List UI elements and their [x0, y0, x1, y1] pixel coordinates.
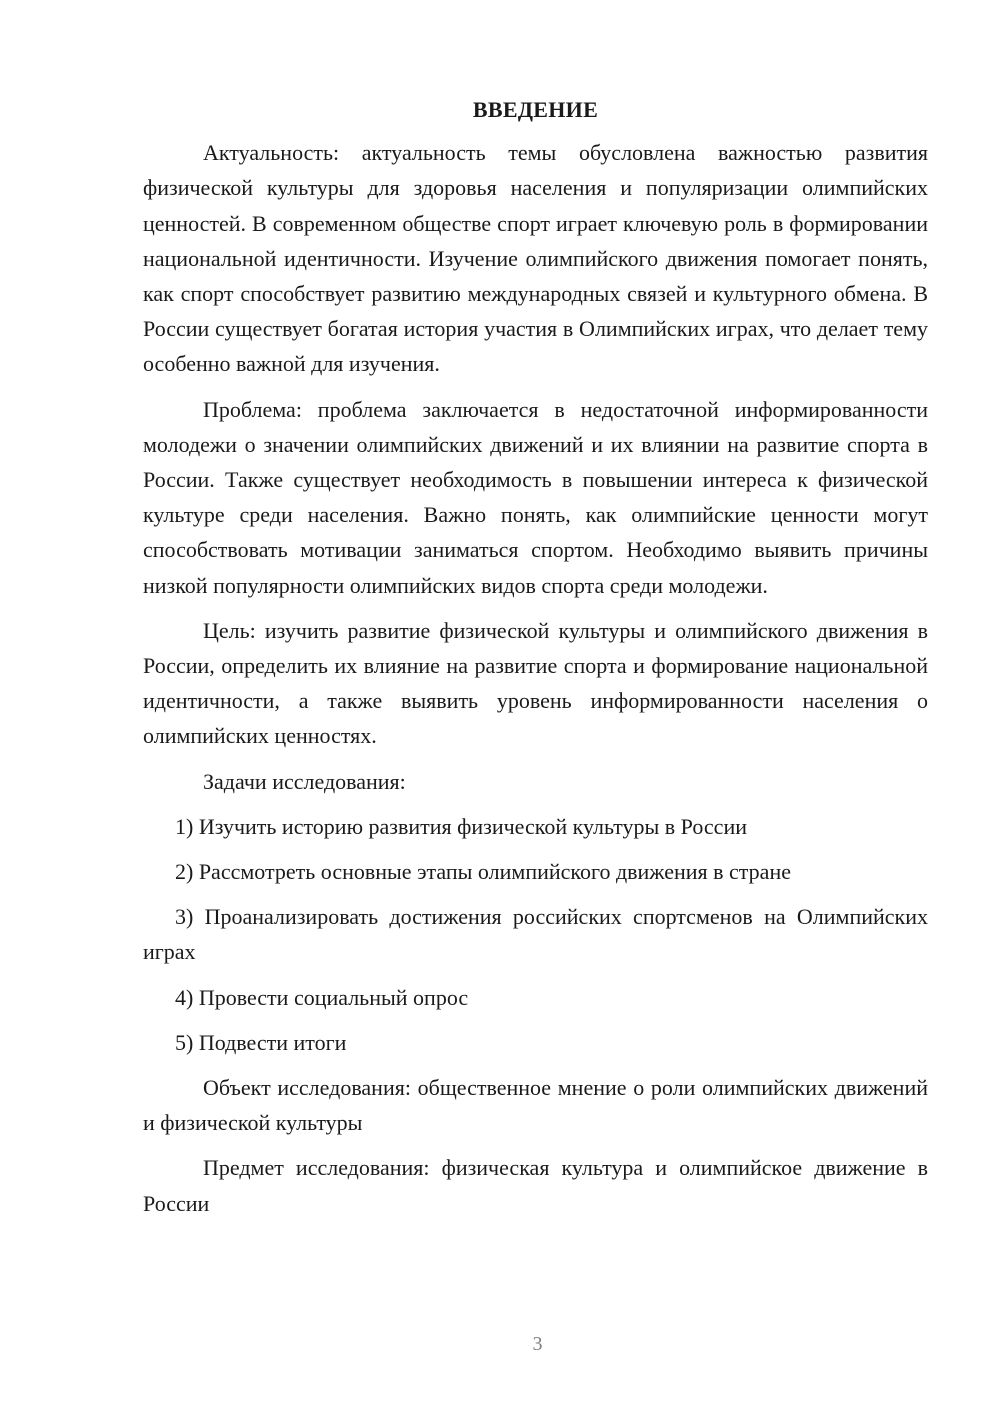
problem-paragraph: Проблема: проблема заключается в недостаточной информированности молодежи о значении олимпийских движений и их влиянии на развитие спорта в России. Также существует необходимость в повышении интереса к физической культуре среди населения. Важно понять, как олимпийские ценности могут способствовать мотивации заниматься спортом. Необходимо выявить причины низкой популярности олимпийских видов спорта среди молодежи.	[143, 396, 928, 598]
goal-paragraph: Цель: изучить развитие физической культуры и олимпийского движения в России, определить их влияние на развитие спорта и формирование национальной идентичности, а также выявить уровень информированности населения о олимпийских ценностях.	[143, 617, 928, 749]
page-content	[143, 92, 928, 1231]
task-item-2: 2) Рассмотреть основные этапы олимпийского движения в стране	[175, 859, 791, 885]
tasks-heading: Задачи исследования:	[203, 768, 406, 794]
relevance-paragraph: Актуальность: актуальность темы обусловлена важностью развития физической культуры для здоровья населения и популяризации олимпийских ценностей. В современном обществе спорт играет ключевую роль в формировании национальной идентичности. Изучение олимпийского движения помогает понять, как спорт способствует развитию международных связей и культурного обмена. В России существует богатая история участия в Олимпийских играх, что делает тему особенно важной для изучения.	[143, 140, 928, 377]
object-paragraph: Объект исследования: общественное мнение о роли олимпийских движений и физической культуры	[143, 1075, 928, 1136]
subject-paragraph: Предмет исследования: физическая культура и олимпийское движение в России	[143, 1155, 928, 1216]
task-item-3: 3) Проанализировать достижения российских спортсменов на Олимпийских играх	[143, 904, 928, 965]
section-title: ВВЕДЕНИЕ	[472, 97, 599, 122]
task-item-1: 1) Изучить историю развития физической культуры в России	[175, 813, 747, 839]
task-item-4: 4) Провести социальный опрос	[175, 984, 469, 1010]
page-number: 3	[532, 1333, 543, 1355]
task-item-5: 5) Подвести итоги	[175, 1029, 347, 1055]
